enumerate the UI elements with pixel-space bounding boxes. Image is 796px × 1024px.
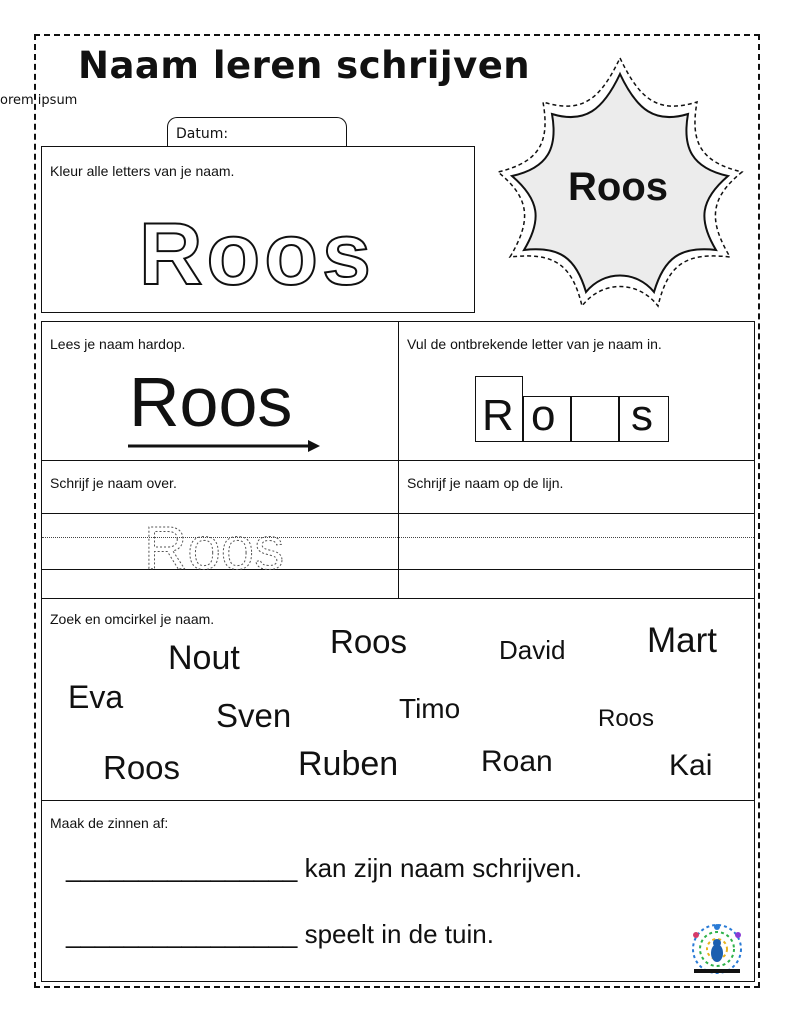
find-word[interactable]: Roos	[598, 705, 655, 732]
overlay-text: orem ipsum	[0, 93, 78, 108]
sentence-row	[66, 853, 582, 884]
star-badge-icon	[490, 52, 750, 312]
find-word[interactable]: Kai	[669, 749, 713, 782]
color-instruction: Kleur alle letters van je naam.	[50, 163, 235, 179]
write-base-line[interactable]	[399, 569, 754, 570]
find-word[interactable]: Roos	[103, 749, 181, 786]
sentence-text: kan zijn naam schrijven.	[304, 853, 583, 883]
sentences-instruction: Maak de zinnen af:	[50, 815, 169, 831]
write-instruction: Schrijf je naam op de lijn.	[407, 475, 564, 491]
letter-4: s	[631, 391, 653, 440]
find-word[interactable]: David	[499, 635, 566, 665]
page-title: Naam leren schrijven	[78, 44, 531, 87]
traceable-name-text: Roos	[144, 515, 285, 573]
read-instruction: Lees je naam hardop.	[50, 336, 186, 352]
find-instruction: Zoek en omcirkel je naam.	[50, 611, 215, 627]
write-top-line[interactable]	[399, 513, 754, 514]
find-section	[41, 598, 755, 801]
letter-1: R	[482, 391, 514, 440]
outline-name	[42, 187, 472, 307]
arrow-right-icon	[128, 438, 328, 454]
letter-boxes	[475, 376, 671, 442]
letter-box-4[interactable]	[619, 391, 669, 442]
letter-box-1[interactable]	[475, 376, 523, 442]
sentence-text: speelt in de tuin.	[304, 919, 494, 949]
peacock-logo-icon	[682, 919, 752, 975]
trace-section	[41, 460, 399, 599]
letter-2: o	[531, 391, 556, 440]
write-mid-line[interactable]	[399, 537, 754, 538]
find-word[interactable]: Ruben	[298, 745, 399, 783]
write-section	[398, 460, 755, 599]
sentence-blank[interactable]: ________________	[66, 919, 298, 949]
star-name: Roos	[568, 165, 668, 209]
find-word[interactable]: Sven	[216, 697, 292, 734]
read-section	[41, 321, 399, 461]
find-word[interactable]: Timo	[399, 693, 461, 724]
find-word[interactable]: Mart	[647, 621, 717, 660]
find-word[interactable]: Eva	[68, 679, 124, 715]
letter-box-2[interactable]	[523, 391, 571, 442]
date-label: Datum:	[176, 126, 229, 142]
traceable-name	[140, 513, 290, 573]
sentence-blank[interactable]: ________________	[66, 853, 298, 883]
letter-box-3[interactable]	[571, 396, 619, 442]
fill-instruction: Vul de ontbrekende letter van je naam in.	[407, 336, 662, 352]
color-section	[41, 146, 475, 313]
outline-name-text: Roos	[139, 204, 375, 303]
sentences-section	[41, 800, 755, 982]
date-tab	[167, 117, 347, 147]
fill-section	[398, 321, 755, 461]
find-word[interactable]: Roan	[481, 745, 553, 778]
find-word[interactable]: Roos	[330, 623, 408, 660]
trace-instruction: Schrijf je naam over.	[50, 475, 177, 491]
read-name: Roos	[129, 363, 293, 441]
sentence-row	[66, 919, 494, 950]
find-word[interactable]: Nout	[168, 639, 240, 677]
